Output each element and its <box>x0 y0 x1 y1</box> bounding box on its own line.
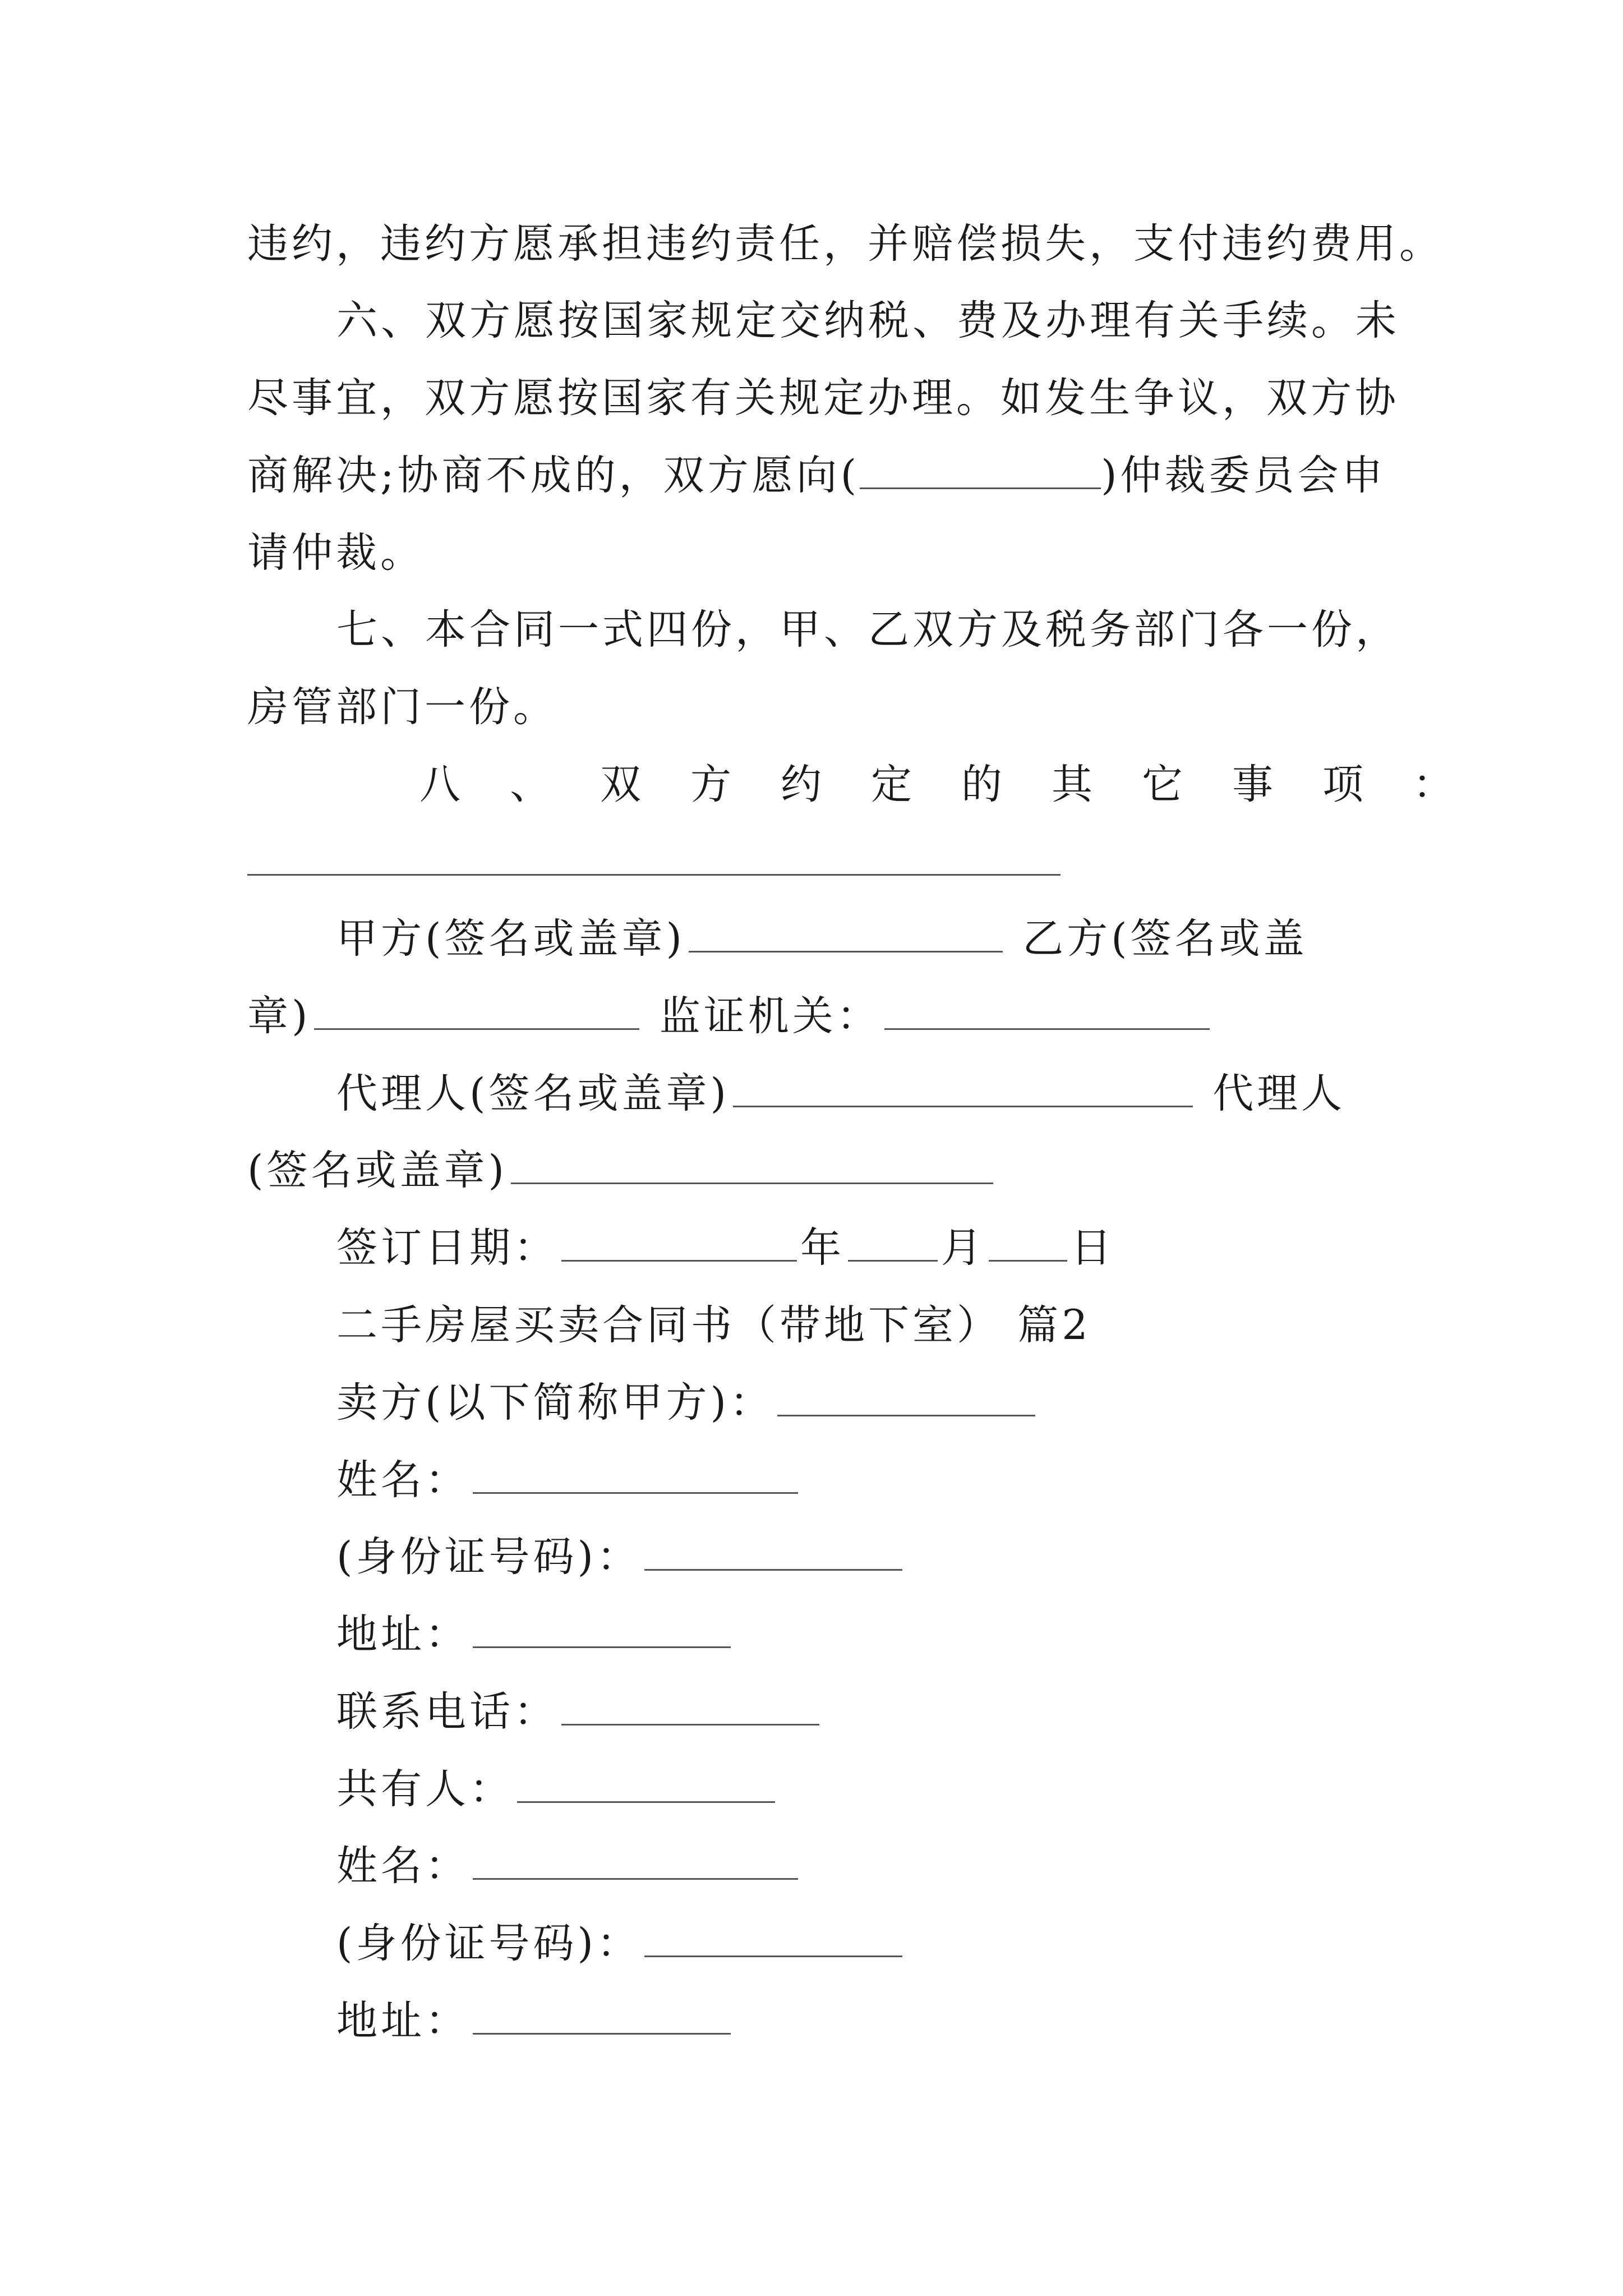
clause-8-char: 项 <box>1322 761 1367 808</box>
agent-b-signature-line <box>247 1131 1623 1210</box>
clause-8-char: 的 <box>961 761 1006 808</box>
day-blank[interactable] <box>989 1226 1067 1262</box>
clause-8-char: 事 <box>1232 761 1276 808</box>
agent-b-label-part-2: (签名或盖章) <box>247 1147 508 1194</box>
address-blank[interactable] <box>473 1613 731 1648</box>
seller-field-label: 地址： <box>336 1611 469 1658</box>
co-owner-id-blank[interactable] <box>644 1922 902 1957</box>
clause-6-text-after-blank: )仲裁委员会申 <box>1101 452 1386 499</box>
seller-field-label: (身份证号码)： <box>336 1533 641 1581</box>
seller-field-row <box>336 1518 1623 1596</box>
seller-field-label: (身份证号码)： <box>336 1920 641 1967</box>
party-a-signature-line <box>336 900 1623 978</box>
clause-8-char: 约 <box>781 761 825 808</box>
co-owner-blank[interactable] <box>517 1768 775 1803</box>
seller-field-row <box>336 1673 1623 1751</box>
seller-name-blank[interactable] <box>777 1381 1035 1416</box>
party-b-label-part-1: 乙方(签名或盖 <box>1022 915 1308 963</box>
seller-field-label: 姓名： <box>336 1456 469 1504</box>
other-matters-blank[interactable] <box>247 874 1061 876</box>
seller-field-label: 联系电话： <box>336 1688 558 1736</box>
agent-b-label-part-1: 代理人 <box>1212 1070 1346 1117</box>
seller-field-row <box>336 1750 1623 1829</box>
authority-blank[interactable] <box>884 995 1210 1030</box>
seller-field-row <box>336 1441 1623 1520</box>
phone-blank[interactable] <box>561 1690 819 1726</box>
id-number-blank[interactable] <box>644 1535 902 1571</box>
seller-field-row <box>336 1904 1623 1983</box>
seller-field-row <box>336 1364 1623 1442</box>
signing-date-line <box>336 1209 1623 1287</box>
agent-a-signature-blank[interactable] <box>733 1072 1193 1107</box>
clause-8-char: 定 <box>871 761 915 808</box>
signing-date-label: 签订日期： <box>336 1224 558 1272</box>
clause-6-line-2: 尽事宜，双方愿按国家有关规定办理。如发生争议，双方协 <box>247 374 1399 422</box>
month-label: 月 <box>941 1224 985 1272</box>
year-blank[interactable] <box>561 1226 797 1262</box>
agent-b-signature-blank[interactable] <box>511 1149 993 1184</box>
clause-8-char: ： <box>1413 761 1457 808</box>
clause-8-char: 它 <box>1142 761 1186 808</box>
seller-field-label: 卖方(以下简称甲方)： <box>336 1379 774 1427</box>
party-b-signature-blank[interactable] <box>314 995 639 1030</box>
party-a-label: 甲方(签名或盖章) <box>336 915 685 963</box>
clause-6-line-4: 请仲裁。 <box>247 529 425 577</box>
seller-field-row <box>336 1827 1623 1906</box>
clause-8-spread-text <box>419 746 1457 824</box>
arbitration-committee-blank[interactable] <box>860 454 1101 489</box>
name-blank[interactable] <box>473 1458 798 1494</box>
agent-a-label: 代理人(签名或盖章) <box>336 1070 730 1117</box>
clause-8-char: 其 <box>1052 761 1096 808</box>
clause-7-line-1: 七、本合同一式四份，甲、乙双方及税务部门各一份， <box>336 606 1400 654</box>
clause-8-char: 方 <box>690 761 735 808</box>
day-label: 日 <box>1071 1224 1115 1272</box>
co-owner-address-blank[interactable] <box>473 1999 731 2035</box>
clause-7-line-2: 房管部门一份。 <box>247 683 557 731</box>
party-b-signature-line <box>247 977 1623 1056</box>
clause-8-char: 、 <box>510 761 554 808</box>
seller-field-row <box>336 1982 1623 2060</box>
co-owner-name-blank[interactable] <box>473 1844 798 1880</box>
clause-6-text-before-blank: 商解决;协商不成的，双方愿向( <box>247 452 860 499</box>
party-b-label-part-2: 章) <box>247 992 311 1040</box>
clause-5-tail: 违约，违约方愿承担违约责任，并赔偿损失，支付违约费用。 <box>247 220 1444 268</box>
section-2-title: 二手房屋买卖合同书（带地下室） 篇2 <box>336 1301 1091 1349</box>
clause-8-char: 八 <box>419 761 464 808</box>
agent-a-signature-line <box>336 1055 1623 1133</box>
party-a-signature-blank[interactable] <box>689 917 1003 953</box>
clause-6-line-3 <box>247 436 1623 515</box>
clause-8-heading <box>419 746 1623 824</box>
year-label: 年 <box>800 1224 845 1272</box>
clause-6-line-1: 六、双方愿按国家规定交纳税、费及办理有关手续。未 <box>336 297 1400 344</box>
month-blank[interactable] <box>848 1226 938 1262</box>
seller-field-label: 共有人： <box>336 1765 514 1813</box>
seller-field-label: 姓名： <box>336 1842 469 1890</box>
clause-8-char: 双 <box>600 761 644 808</box>
seller-field-row <box>336 1595 1623 1674</box>
seller-field-label: 地址： <box>336 1997 469 2045</box>
authority-label: 监证机关： <box>659 992 881 1040</box>
